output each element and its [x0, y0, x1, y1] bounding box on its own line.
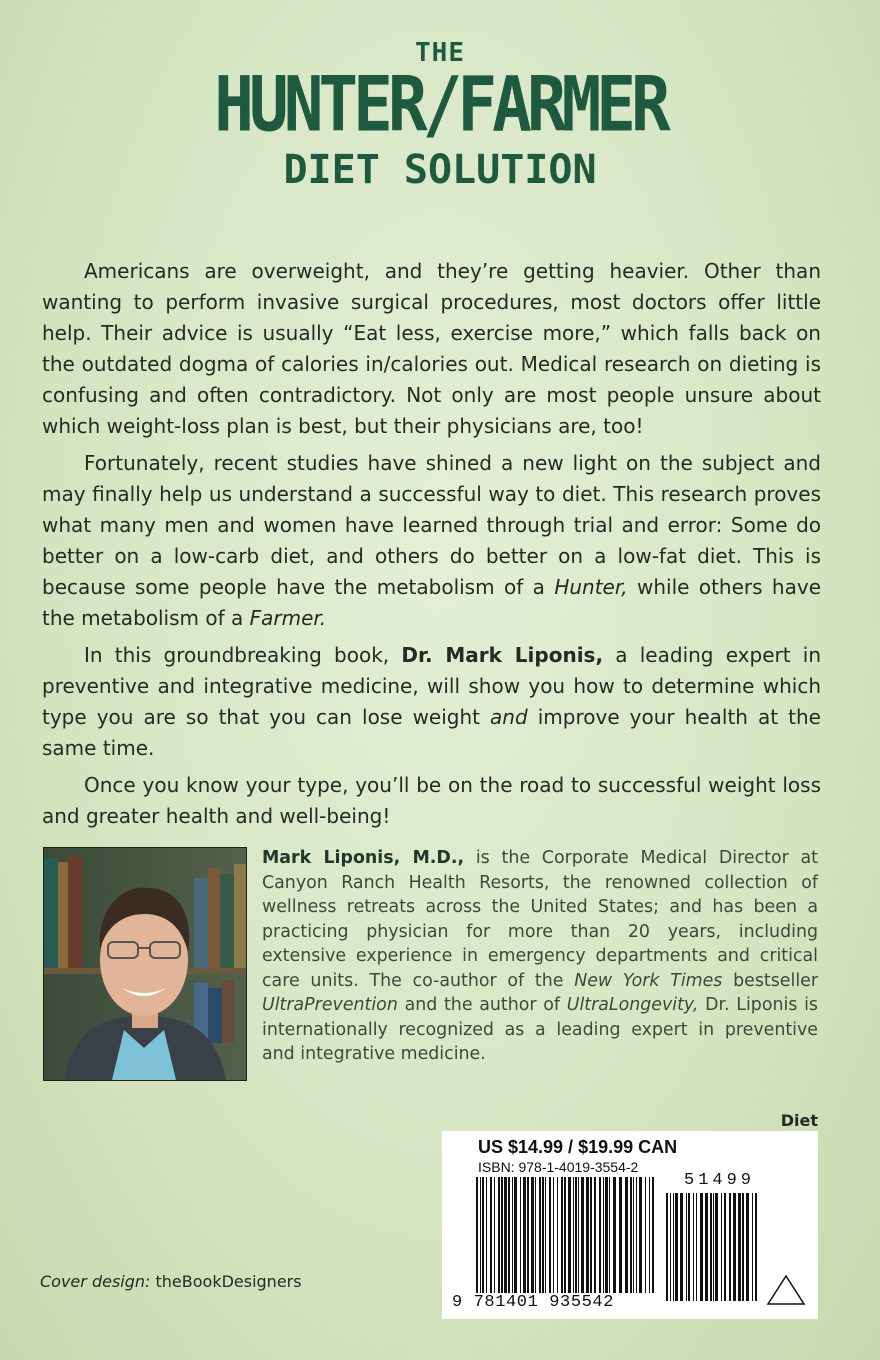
barcode-bar — [746, 1193, 749, 1301]
hunter-term: Hunter, — [554, 575, 628, 599]
barcode-box — [442, 1131, 818, 1319]
barcode-bar — [609, 1177, 610, 1293]
barcode-bar — [639, 1177, 642, 1293]
barcode-bar — [480, 1177, 481, 1293]
barcode-bar — [573, 1177, 574, 1293]
title-the: THE — [415, 38, 465, 68]
barcode-bar — [724, 1193, 726, 1301]
credit-designer: theBookDesigners — [155, 1272, 302, 1291]
barcode-bar — [630, 1177, 632, 1293]
barcode-bar — [713, 1193, 714, 1301]
barcode-bar — [568, 1177, 571, 1293]
barcode-digits: 9 781401 935542 — [452, 1293, 615, 1312]
description — [42, 256, 821, 838]
barcode-bar — [539, 1177, 541, 1293]
barcode-bar — [557, 1177, 558, 1293]
barcode-bar — [527, 1177, 529, 1293]
price-code: 51499 — [684, 1171, 756, 1190]
barcode-bar — [673, 1193, 674, 1301]
barcode-bar — [553, 1177, 554, 1293]
title-main: HUNTER/FARMER — [214, 60, 666, 149]
barcode-bar — [482, 1177, 484, 1293]
barcode-bar — [531, 1177, 534, 1293]
category-label: Diet — [780, 1111, 818, 1130]
barcode-bar — [675, 1193, 678, 1301]
barcode-bar — [498, 1177, 500, 1293]
barcode-bar — [594, 1177, 596, 1293]
farmer-term: Farmer. — [249, 606, 327, 630]
barcode-bar — [605, 1177, 608, 1293]
barcode-bar — [705, 1193, 708, 1301]
barcode-bar — [599, 1177, 601, 1293]
description-paragraph-4: Once you know your type, you’ll be on the road to successful weight loss and greater health and well-being! — [42, 773, 821, 828]
author-bio: Mark Liponis, M.D., is the Corporate Medical Director at Canyon Ranch Health Resorts, the renowned collection of wellness retreats across the United States; and has been a practicing physician for more than 20 years, including extensive experience in emergency departments and critical care units. The co-author of the New York Times bestseller UltraPrevention and the author of UltraLongevity, Dr. Liponis is internationally recognized as a leading expert in preventive and integrative medicine. — [262, 848, 819, 1064]
barcode-bar — [696, 1193, 697, 1301]
barcode-bar — [619, 1177, 622, 1293]
barcode-bar — [508, 1177, 510, 1293]
barcode-bar — [645, 1177, 646, 1293]
barcode-bar — [486, 1177, 487, 1293]
barcode-bar — [715, 1193, 718, 1301]
barcode-bar — [680, 1193, 683, 1301]
barcode-bar — [700, 1193, 703, 1301]
barcode-bar — [710, 1193, 712, 1301]
cover-credit — [40, 1272, 302, 1291]
barcode-bar — [666, 1193, 668, 1301]
barcode-bar — [688, 1193, 690, 1301]
description-paragraph-1: Americans are overweight, and they’re getting heavier. Other than wanting to perform invasive surgical procedures, most doctors offer little help. Their advice is usually “Eat less, exercise more,” which falls back on the outdated dogma of calories in/calories out. Medical research on dieting is confusing and often contradictory. Not only are most people unsure about which weight-loss plan is best, but their physicians are, too! — [42, 259, 821, 438]
credit-label: Cover design: — [40, 1272, 151, 1291]
barcode-bar — [512, 1177, 513, 1293]
barcode-bar — [721, 1193, 722, 1301]
barcode-bar — [494, 1177, 495, 1293]
barcode-bar — [693, 1193, 694, 1301]
barcode-icon — [442, 1131, 818, 1319]
barcode-bar — [523, 1177, 526, 1293]
barcode-bar — [514, 1177, 517, 1293]
barcode-bar — [504, 1177, 507, 1293]
description-paragraph-2: Fortunately, recent studies have shined a new light on the subject and may finally help us understand a successful way to diet. This research proves what many men and women have learned through trial and error: Some do better on a low-carb diet, and others do better on a low-fat diet. This is because some people have the metabolism of a Hunter, while others have the metabolism of a Farmer. — [42, 451, 822, 630]
barcode-bar — [686, 1193, 687, 1301]
barcode-bar — [590, 1177, 592, 1293]
barcode-bar — [575, 1177, 577, 1293]
isbn-label: ISBN: 978-1-4019-3554-2 — [478, 1159, 639, 1175]
triangle-icon — [768, 1276, 804, 1304]
barcode-bar — [603, 1177, 604, 1293]
barcode-bar — [520, 1177, 521, 1293]
price-label: US $14.99 / $19.99 CAN — [478, 1137, 678, 1157]
barcode-bar — [564, 1177, 566, 1293]
barcode-bar — [729, 1193, 731, 1301]
barcode-bar — [490, 1177, 492, 1293]
barcode-bar — [752, 1193, 753, 1301]
barcode-bar — [501, 1177, 503, 1293]
barcode-bar — [670, 1193, 671, 1301]
barcode-bar — [578, 1177, 579, 1293]
barcode-bar — [738, 1193, 741, 1301]
barcode-bar — [581, 1177, 584, 1293]
barcode-bar — [545, 1177, 546, 1293]
barcode-bar — [613, 1177, 616, 1293]
barcode-bar — [542, 1177, 544, 1293]
barcode-bar — [733, 1193, 736, 1301]
barcode-bar — [649, 1177, 650, 1293]
barcode-bar — [586, 1177, 589, 1293]
barcode-bar — [633, 1177, 634, 1293]
barcode-bar — [636, 1177, 637, 1293]
barcode-bar — [535, 1177, 536, 1293]
title-sub: DIET SOLUTION — [283, 147, 597, 193]
barcode-bar — [476, 1177, 478, 1293]
bio-name: Mark Liponis, M.D., — [262, 848, 465, 868]
author-name: Dr. Mark Liponis, — [401, 643, 604, 667]
description-paragraph-3: In this groundbreaking book, Dr. Mark Liponis, a leading expert in preventive and integrative medicine, will show you how to determine which type you are so that you can lose weight and improve your health at the same time. — [42, 643, 822, 760]
author-photo — [43, 847, 247, 1081]
title-block — [0, 38, 880, 192]
barcode-bar — [742, 1193, 744, 1301]
barcode-bar — [755, 1193, 757, 1301]
barcode-bar — [625, 1177, 628, 1293]
barcode-bar — [561, 1177, 563, 1293]
barcode-bar — [549, 1177, 551, 1293]
barcode-bar — [652, 1177, 654, 1293]
